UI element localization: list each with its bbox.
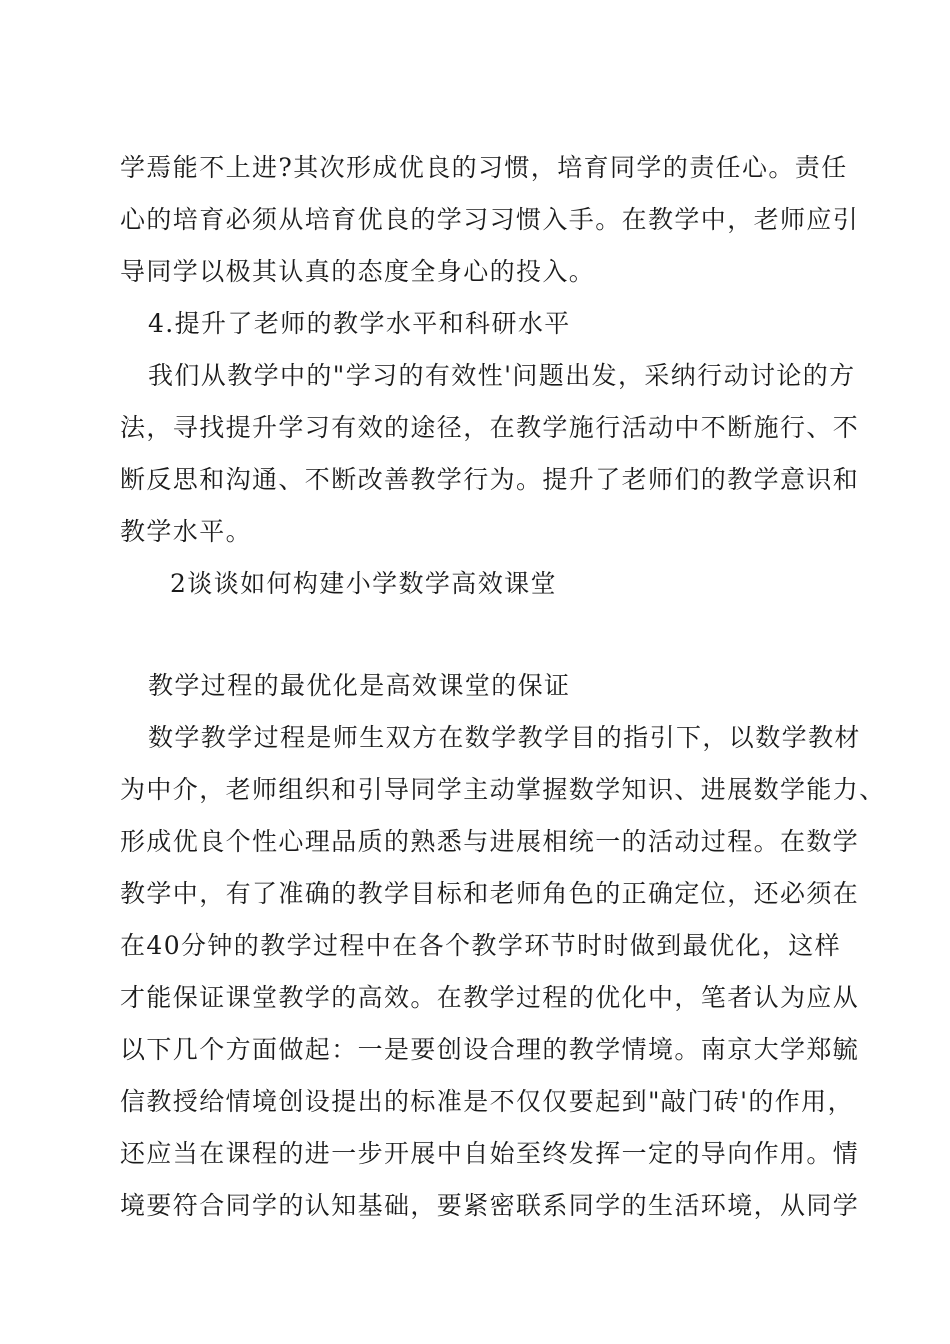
text-line: 以下几个方面做起：一是要创设合理的教学情境。南京大学郑毓	[120, 1035, 860, 1064]
text-line: 学焉能不上进?其次形成优良的习惯，培育同学的责任心。责任	[120, 153, 848, 182]
text-line: 我们从教学中的"学习的有效性'问题出发，采纳行动讨论的方	[148, 361, 856, 390]
text-line: 还应当在课程的进一步开展中自始至终发挥一定的导向作用。情	[120, 1139, 860, 1168]
text-line: 为中介，老师组织和引导同学主动掌握数学知识、进展数学能力、	[120, 775, 886, 804]
text-line: 才能保证课堂教学的高效。在教学过程的优化中，笔者认为应从	[120, 983, 860, 1012]
section-heading: 2谈谈如何构建小学数学高效课堂	[170, 569, 557, 598]
text-line: 教学中，有了准确的教学目标和老师角色的正确定位，还必须在	[120, 879, 860, 908]
text-line: 心的培育必须从培育优良的学习习惯入手。在教学中，老师应引	[120, 205, 860, 234]
text-line: 在40分钟的教学过程中在各个教学环节时时做到最优化，这样	[120, 931, 842, 960]
subsection-heading: 教学过程的最优化是高效课堂的保证	[148, 671, 571, 700]
text-line: 形成优良个性心理品质的熟悉与进展相统一的活动过程。在数学	[120, 827, 860, 856]
text-line: 断反思和沟通、不断改善教学行为。提升了老师们的教学意识和	[120, 465, 860, 494]
text-line: 信教授给情境创设提出的标准是不仅仅要起到"敲门砖'的作用，	[120, 1087, 854, 1116]
text-line: 教学水平。	[120, 517, 253, 546]
text-line: 导同学以极其认真的态度全身心的投入。	[120, 257, 596, 286]
section-heading: 4.提升了老师的教学水平和科研水平	[148, 309, 571, 338]
text-line: 法，寻找提升学习有效的途径，在教学施行活动中不断施行、不	[120, 413, 860, 442]
text-line: 境要符合同学的认知基础，要紧密联系同学的生活环境，从同学	[120, 1191, 860, 1220]
text-line: 数学教学过程是师生双方在数学教学目的指引下，以数学教材	[148, 723, 861, 752]
